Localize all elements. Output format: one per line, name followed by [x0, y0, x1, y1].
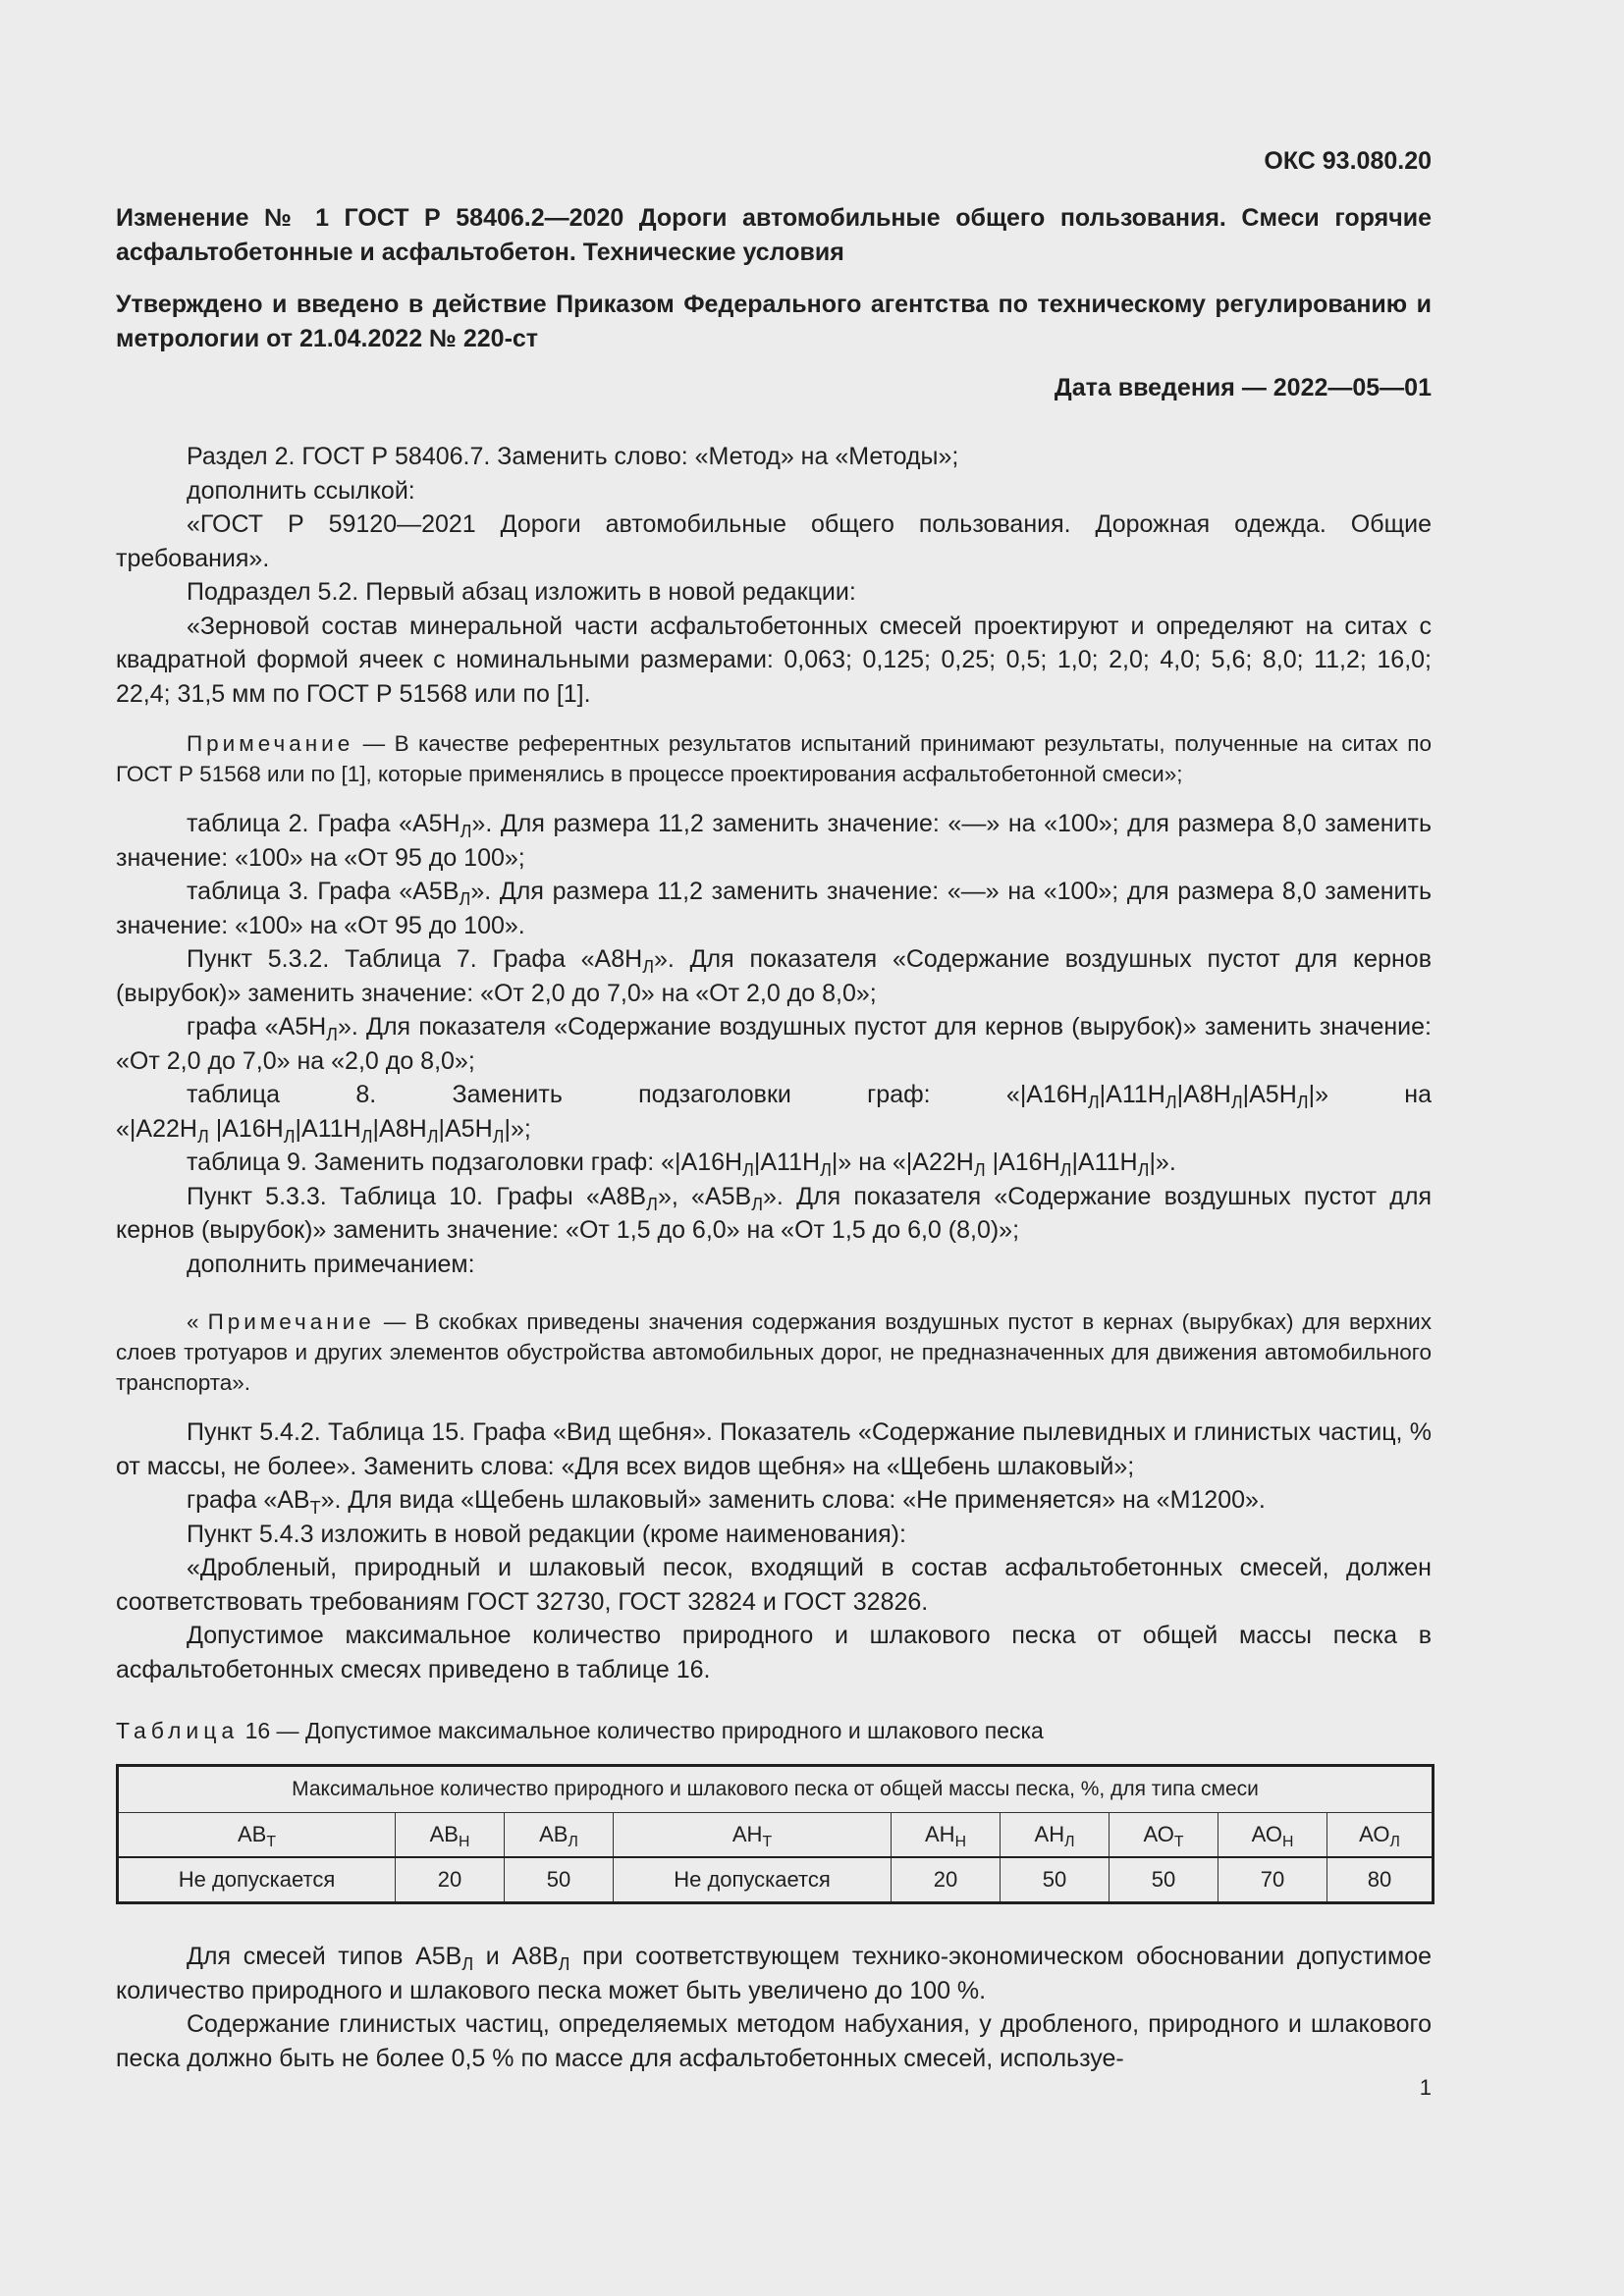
table-cell: 50	[505, 1857, 614, 1903]
subscript: Л	[1296, 1092, 1309, 1112]
text-run: Пункт 5.3.3. Таблица 10. Графы «А8В	[187, 1182, 647, 1210]
table-header-cell: Максимальное количество природного и шлакового песка от общей массы песка, %, для типа смеси	[118, 1766, 1434, 1813]
text-run: при соответствующем технико-экономическом обосновании допустимое количество природного и шлакового песка может быть увеличено до 100 %.	[116, 1943, 1432, 2004]
paragraph	[116, 942, 1432, 1010]
text-run: «|А22Н	[116, 1114, 197, 1143]
page-number: 1	[1419, 2075, 1432, 2100]
text-run: |А11Н	[1071, 1148, 1138, 1176]
column-header	[892, 1813, 1001, 1858]
text-run: |».	[1149, 1148, 1176, 1176]
effective-date: Дата введения — 2022—05—01	[1054, 374, 1432, 401]
subscript: Л	[459, 888, 471, 909]
subscript: Л	[426, 1126, 439, 1147]
paragraph: Допустимое максимальное количество природного и шлакового песка от общей массы песка в асфальтобетонных смесях приведено в таблице 16.	[116, 1622, 1432, 1683]
text-run: ». Для показателя «Содержание воздушных пустот для кернов (вырубок)» заменить значение: «От 2,0 до 7,0» на «От 2,0 до 8,0»;	[116, 945, 1432, 1007]
subscript: Л	[973, 1159, 986, 1180]
paragraph: Подраздел 5.2. Первый абзац изложить в новой редакции:	[187, 578, 856, 606]
text-run: ». Для вида «Щебень шлаковый» заменить слова: «Не применяется» на «М1200».	[320, 1486, 1266, 1514]
column-header-base: АН	[1034, 1822, 1065, 1846]
text-run: |А11Н	[753, 1148, 821, 1176]
paragraph: Раздел 2. ГОСТ Р 58406.7. Заменить слово: «Метод» на «Методы»;	[187, 443, 959, 470]
caption-label: Таблица	[116, 1718, 240, 1743]
column-header-subscript: Л	[1064, 1834, 1075, 1851]
column-header-base: АВ	[237, 1822, 267, 1846]
text-run: |А8Н	[372, 1114, 427, 1143]
paragraph-continuation	[116, 1112, 1432, 1147]
paragraph	[116, 875, 1432, 942]
subscript: Л	[460, 821, 472, 841]
paragraph: Пункт 5.4.2. Таблица 15. Графа «Вид щебня». Показатель «Содержание пылевидных и глинистых частиц, % от массы, не более». Заменить слова: «Для всех видов щебня» на «Щебень шлаковый»;	[116, 1418, 1432, 1480]
subscript: Л	[742, 1159, 754, 1180]
text-run: «	[187, 1309, 208, 1334]
subscript: Л	[492, 1126, 505, 1147]
paragraph: «Зерновой состав минеральной части асфальтобетонных смесей проектируют и определяют на ситах с квадратной формой ячеек с номинальными размерами: 0,063; 0,125; 0,25; 0,5; 1,0; 2,0; 4,0; 5,6; 8,0; 11,2; 16,0; 22,4; 31,5 мм по ГОСТ Р 51568 или по [1].	[116, 612, 1432, 708]
subscript: Л	[1137, 1159, 1150, 1180]
text-run: ». Для размера 11,2 заменить значение: «—» на «100»; для размера 8,0 заменить значение: «100» на «От 95 до 100».	[116, 878, 1432, 939]
column-header-subscript: Н	[954, 1834, 966, 1851]
paragraph	[116, 807, 1432, 875]
text-run: |А16Н	[985, 1148, 1060, 1176]
table-header-row	[118, 1766, 1434, 1813]
table-cell: 50	[1001, 1857, 1110, 1903]
text-run: таблица 3. Графа «А5В	[187, 878, 460, 905]
subscript: Л	[642, 956, 654, 977]
table-cell: Не допускается	[614, 1857, 892, 1903]
table-cell: 50	[1110, 1857, 1218, 1903]
subscript: Л	[751, 1194, 763, 1214]
amendment-title: Изменение № 1 ГОСТ Р 58406.2—2020 Дороги автомобильные общего пользования. Смеси горячие асфальтобетонные и асфальтобетон. Технические условия	[116, 204, 1432, 266]
text-run: графа «АВ	[187, 1486, 310, 1514]
paragraph: «Дробленый, природный и шлаковый песок, входящий в состав асфальтобетонных смесей, должен соответствовать требованиям ГОСТ 32730, ГОСТ 32824 и ГОСТ 32826.	[116, 1554, 1432, 1616]
paragraph	[116, 1078, 1432, 1112]
subscript: Л	[1230, 1092, 1243, 1112]
column-header-base: АО	[1143, 1822, 1174, 1846]
column-header	[614, 1813, 892, 1858]
subscript: Л	[326, 1024, 338, 1044]
approval-statement: Утверждено и введено в действие Приказом Федерального агентства по техническому регулированию и метрологии от 21.04.2022 № 220-ст	[116, 291, 1432, 352]
column-header	[1110, 1813, 1218, 1858]
text-run: Для смесей типов А5В	[187, 1943, 462, 1970]
table-cell: 20	[892, 1857, 1001, 1903]
text-run: ». Для показателя «Содержание воздушных пустот для кернов (вырубок)» заменить значение: «От 1,5 до 6,0» на «От 1,5 до 6,0 (8,0)»;	[116, 1182, 1432, 1244]
column-header-subscript: Н	[458, 1834, 470, 1851]
table-cell: 20	[396, 1857, 505, 1903]
subscript: Л	[461, 1953, 474, 1974]
text-run: таблица 2. Графа «А5Н	[187, 810, 460, 837]
oks-code: ОКС 93.080.20	[1264, 147, 1432, 175]
subscript: Л	[558, 1953, 570, 1974]
paragraph	[116, 1010, 1432, 1078]
column-header	[1001, 1813, 1110, 1858]
text-run: |А11Н	[295, 1114, 361, 1143]
text-run: ». Для показателя «Содержание воздушных пустот для кернов (вырубок)» заменить значение: «От 2,0 до 7,0» на «2,0 до 8,0»;	[116, 1013, 1432, 1075]
paragraph	[116, 1940, 1432, 2007]
note	[116, 728, 1432, 789]
column-header	[1327, 1813, 1434, 1858]
note	[116, 1307, 1432, 1398]
text-run: графа «А5Н	[187, 1013, 327, 1041]
subscript: Л	[196, 1126, 209, 1147]
text-run: |»;	[504, 1114, 531, 1143]
paragraph: дополнить примечанием:	[187, 1250, 475, 1278]
paragraph: дополнить ссылкой:	[187, 476, 415, 505]
column-header-subscript: Н	[1281, 1834, 1294, 1851]
column-header-subscript: Т	[266, 1834, 277, 1851]
table-cell: 70	[1218, 1857, 1327, 1903]
column-header-base: АВ	[429, 1822, 459, 1846]
note-text: — В скобках приведены значения содержания воздушных пустот в кернах (вырубках) для верхних слоев тротуаров и других элементов обустройства автомобильных дорог, не предназначенных для движения автомобильного транспорта».	[116, 1309, 1432, 1395]
column-header-base: АН	[731, 1822, 763, 1846]
column-header-base: АВ	[539, 1822, 568, 1846]
subscript: Л	[1059, 1159, 1072, 1180]
text-run: и А8В	[473, 1943, 559, 1970]
text-run: |А8Н	[1176, 1081, 1231, 1108]
table-subheader-row	[118, 1813, 1434, 1858]
column-header-subscript: Т	[1173, 1834, 1184, 1851]
column-header	[505, 1813, 614, 1858]
subscript: Л	[1164, 1092, 1177, 1112]
column-header	[396, 1813, 505, 1858]
text-run: Пункт 5.3.2. Таблица 7. Графа «А8Н	[187, 945, 643, 973]
text-run: |А16Н	[208, 1114, 284, 1143]
subscript: Л	[1087, 1092, 1100, 1112]
table-16	[116, 1764, 1435, 1904]
subscript: Л	[646, 1194, 658, 1214]
text-run: |» на «|А22Н	[831, 1148, 974, 1176]
text-run: таблица 9. Заменить подзаголовки граф: «|А16Н	[187, 1148, 743, 1176]
text-run: |А11Н	[1099, 1081, 1165, 1108]
text-run: |» на	[1308, 1081, 1432, 1108]
column-header	[118, 1813, 396, 1858]
column-header-subscript: Л	[1389, 1834, 1400, 1851]
text-run: », «А5В	[657, 1182, 752, 1210]
table-caption	[116, 1718, 1432, 1744]
subscript: Л	[820, 1159, 832, 1180]
column-header-base: АО	[1251, 1822, 1282, 1846]
paragraph	[116, 1180, 1432, 1248]
column-header-subscript: Т	[762, 1834, 773, 1851]
subscript: Л	[360, 1126, 373, 1147]
caption-text: 16 — Допустимое максимальное количество природного и шлакового песка	[239, 1718, 1044, 1743]
page-content	[116, 147, 1432, 2075]
column-header-subscript: Л	[568, 1834, 578, 1851]
table-cell: Не допускается	[118, 1857, 396, 1903]
text-run: ». Для размера 11,2 заменить значение: «—» на «100»; для размера 8,0 заменить значение: «100» на «От 95 до 100»;	[116, 810, 1432, 872]
subscript: Л	[283, 1126, 296, 1147]
table-cell: 80	[1327, 1857, 1434, 1903]
column-header-base: АО	[1359, 1822, 1390, 1846]
paragraph: Пункт 5.4.3 изложить в новой редакции (кроме наименования):	[187, 1520, 906, 1548]
text-run: |А5Н	[438, 1114, 493, 1143]
note-label: Примечание	[187, 731, 354, 756]
column-header-base: АН	[925, 1822, 955, 1846]
subscript: Т	[309, 1497, 321, 1518]
text-run: |А5Н	[1242, 1081, 1297, 1108]
paragraph: «ГОСТ Р 59120—2021 Дороги автомобильные общего пользования. Дорожная одежда. Общие требования».	[116, 510, 1432, 572]
paragraph: Содержание глинистых частиц, определяемых методом набухания, у дробленого, природного и шлакового песка должно быть не более 0,5 % по массе для асфальтобетонных смесей, используе-	[116, 2010, 1432, 2072]
table-row	[118, 1857, 1434, 1903]
column-header	[1218, 1813, 1327, 1858]
paragraph	[116, 1146, 1432, 1180]
note-text: — В качестве референтных результатов испытаний принимают результаты, полученные на ситах по ГОСТ Р 51568 или по [1], которые применялись в процессе проектирования асфальтобетонной смеси»;	[116, 731, 1432, 786]
paragraph	[116, 1483, 1432, 1518]
note-label: Примечание	[207, 1309, 375, 1334]
text-run: таблица 8. Заменить подзаголовки граф: «|А16Н	[187, 1081, 1088, 1108]
